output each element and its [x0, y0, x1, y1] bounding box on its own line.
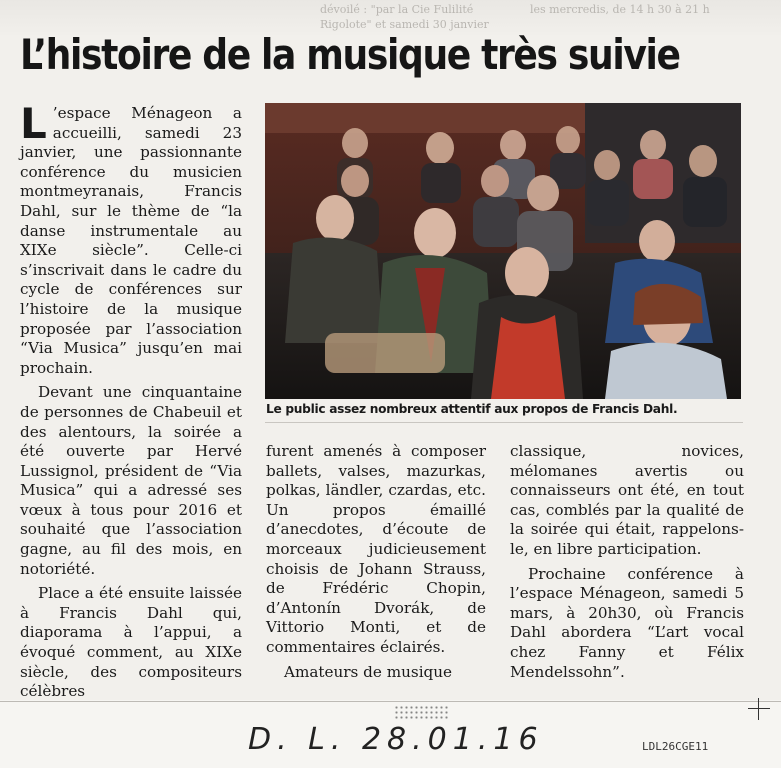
drop-cap: L [20, 99, 47, 148]
halftone-dots [394, 705, 450, 719]
article-column-2 [266, 442, 486, 687]
bleed-line: dévoilé : "par la Cie Fulilité [320, 3, 474, 16]
paragraph-intro [20, 99, 242, 378]
paragraph-audience: classique, novices, mélomanes avertis ou connaisseurs ont été, en tout cas, comblés par la qualité de la soirée qui était, rappelons-le, en libre participation. [510, 442, 744, 558]
paragraph-program: furent amenés à composer ballets, valses, mazurkas, polkas, ländler, czardas, etc. Un propos émaillé d’anecdotes, d’écoute de morceaux judicieusement choisis de Johann Strauss, de Frédéric Chopin, d’Antonín Dvorák, de Vittorio Monti, et de commentaires éclairés. [266, 442, 486, 656]
clipping-reference-code: LDL26CGE11 [642, 740, 709, 753]
caption-rule [265, 422, 743, 423]
paragraph-intro-text: ’espace Ménageon a accueilli, samedi 23 janvier, une passionnante conférence du musicien montmeyranais, Francis Dahl, sur le thème de “la danse instrumentale au XIXe siècle”. Celle-ci s’inscrivait dans le cadre du cycle de conférences sur l’histoire de la musique proposée par l’association “Via Musica” jusqu’en mai prochain. [20, 104, 242, 377]
article-headline: L’histoire de la musique très suivie [20, 30, 680, 79]
registration-mark-icon [748, 698, 770, 720]
article-column-1 [20, 99, 242, 707]
handwritten-date-stamp: D. L. 28.01.16 [248, 722, 544, 757]
paragraph-next-conference: Prochaine conférence à l’espace Ménageon, samedi 5 mars, à 20h30, où Francis Dahl abordera “L’art vocal chez Fanny et Félix Mendelssohn”. [510, 564, 744, 681]
paragraph-speaker: Place a été ensuite laissée à Francis Dahl qui, diaporama à l’appui, a évoqué comment, au XIXe siècle, des compositeurs célèbres [20, 584, 242, 701]
bleed-line: les mercredis, de 14 h 30 à 21 h [530, 3, 710, 16]
paragraph-subhead: Amateurs de musique [284, 662, 453, 681]
paragraph-opening: Devant une cinquantaine de personnes de Chabeuil et des alentours, la soirée a été ouverte par Hervé Lussignol, président de “Via Musica” qui a adressé ses vœux à tous pour 2016 et souhaité que l’association gagne, au fil des mois, en notoriété. [20, 383, 242, 578]
photo-caption: Le public assez nombreux attentif aux propos de Francis Dahl. [266, 402, 678, 416]
bleed-line: Rigolote" et samedi 30 janvier [320, 18, 489, 31]
article-column-3 [510, 442, 744, 687]
audience-photo [265, 103, 741, 399]
audience-photo-illustration [265, 103, 741, 399]
bottom-rule [0, 701, 781, 702]
